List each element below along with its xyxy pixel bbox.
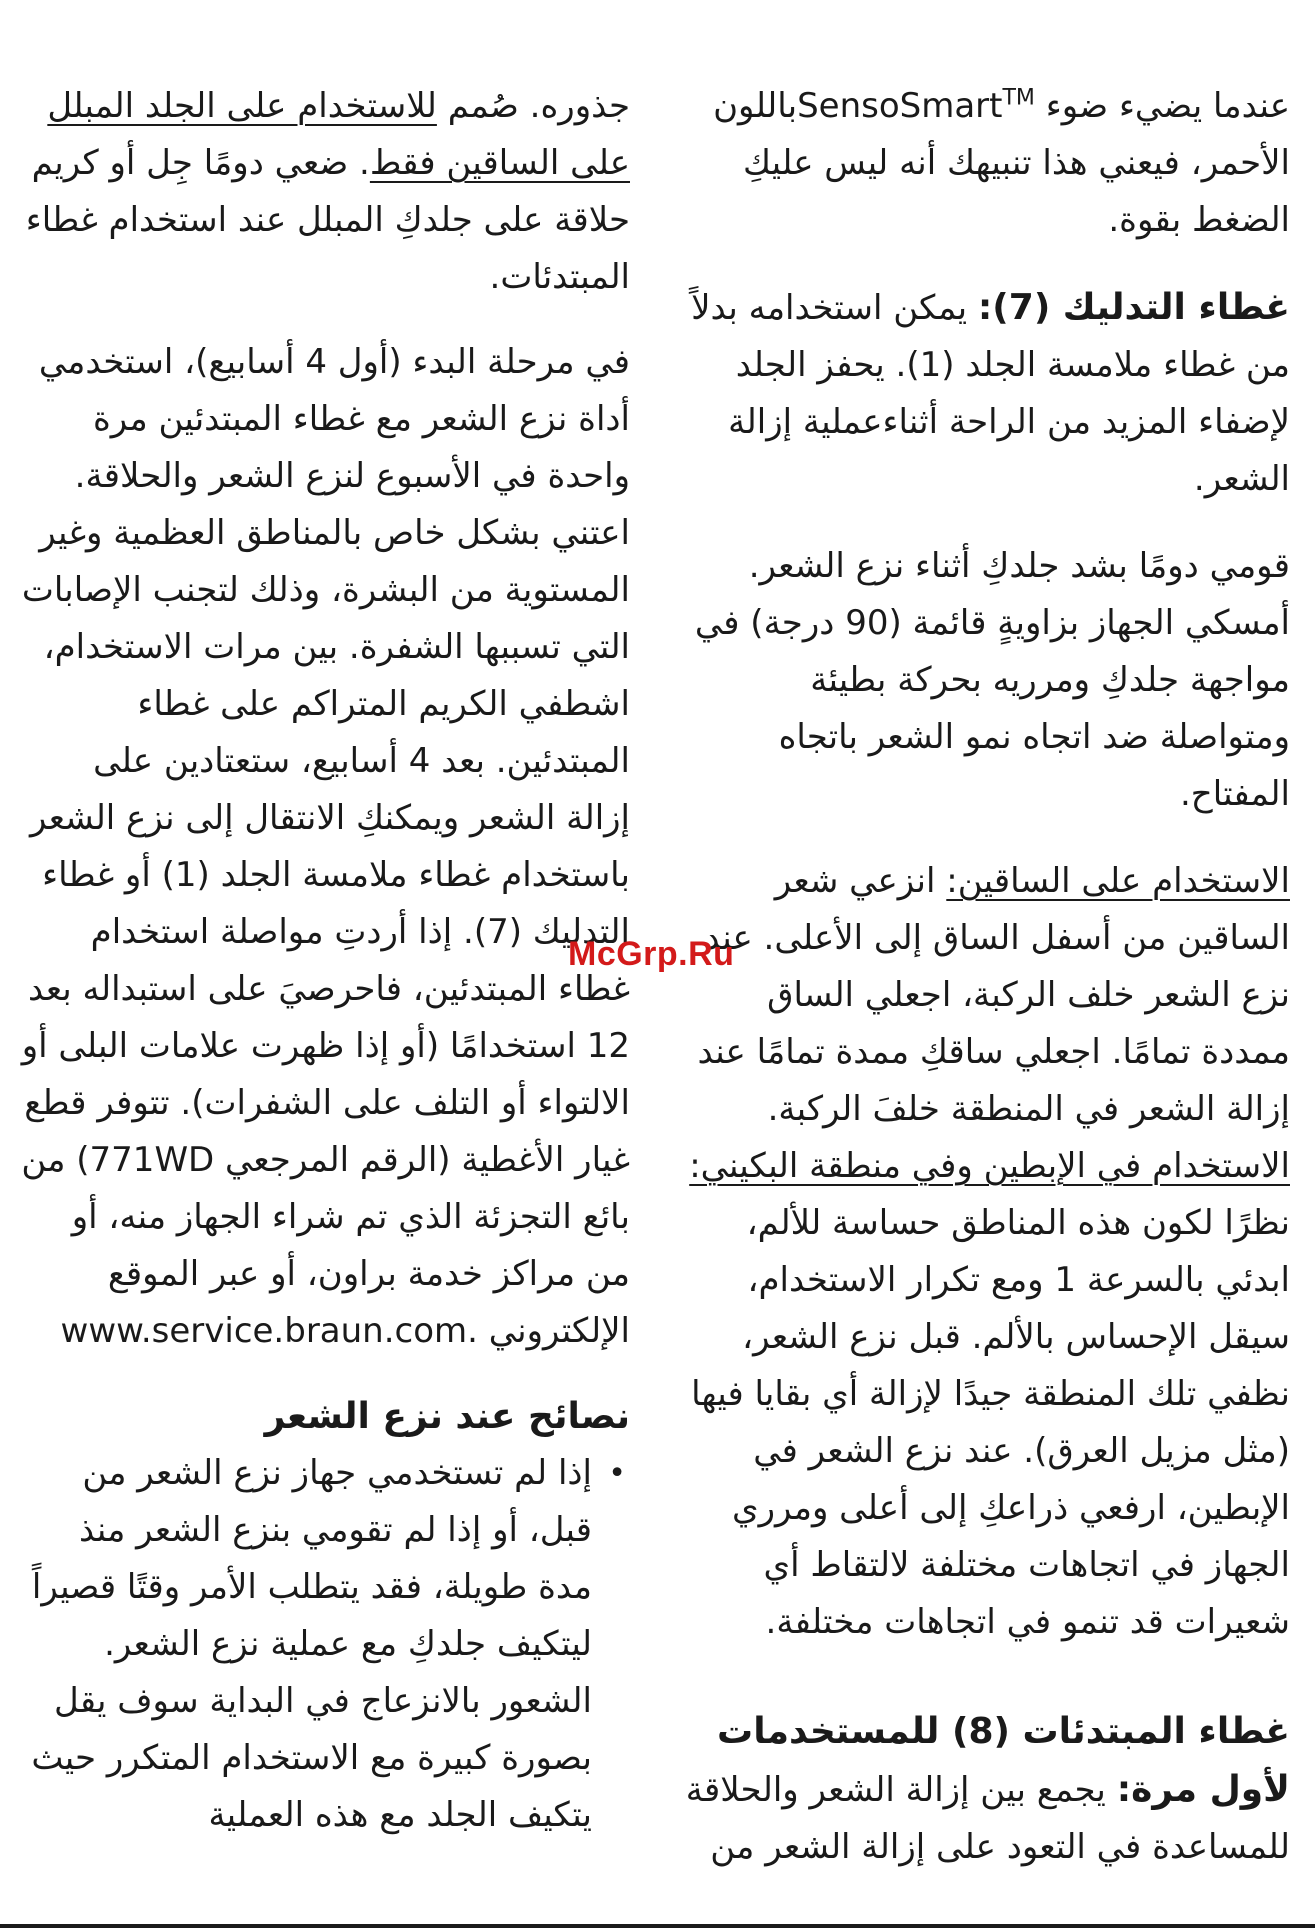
list-item <box>20 1445 630 1844</box>
bottom-divider <box>0 1924 1315 1928</box>
wet-use-text-end: . ضعي دومًا جِل أو كريم حلاقة على جلدكِ المبلل عند استخدام غطاء المبتدئات. <box>25 143 630 297</box>
skin-stretch-paragraph: قومي دومًا بشد جلدكِ أثناء نزع الشعر. أمسكي الجهاز بزاويةٍ قائمة (90 درجة) في مواجهة جلدكِ ومرريه بحركة بطيئة ومتواصلة ضد اتجاه نمو الشعر باتجاه المفتاح. <box>694 546 1290 814</box>
wet-use-text-start: جذوره. صُمم <box>436 86 630 126</box>
sensosmart-paragraph <box>680 78 1290 249</box>
start-phase-paragraph <box>20 334 630 1360</box>
watermark: McGrp.Ru <box>568 935 735 973</box>
tips-heading: نصائح عند نزع الشعر <box>264 1396 630 1437</box>
underarm-heading: الاستخدام في الإبطين وفي منطقة البكيني: <box>689 1146 1290 1186</box>
start-phase-text: في مرحلة البدء (أول 4 أسابيع)، استخدمي أداة نزع الشعر مع غطاء المبتدئين مرة واحدة في الأسبوع لنزع الشعر والحلاقة. اعتني بشكل خاص بالمناطق العظمية وغير المستوية من البشرة، وذلك لتجنب الإصابات التي تسببها الشفرة. بين مرات الاستخدام، اشطفي الكريم المتراكم على غطاء المبتدئين. بعد 4 أسابيع، ستعتادين على إزالة الشعر ويمكنكِ الانتقال إلى نزع الشعر باستخدام غطاء ملامسة الجلد (1) أو غطاء التدليك (7). إذا أردتِ مواصلة استخدام غطاء المبتدئين، فاحرصيَ على استبداله بعد 12 استخدامًا (أو إذا ظهرت علامات البلى أو الالتواء أو التلف على الشفرات). تتوفر قطع غيار الأغطية (الرقم المرجعي 771WD) من بائع التجزئة الذي تم شراء الجهاز منه، أو من مراكز خدمة براون، أو عبر الموقع الإلكتروني <box>21 342 630 1351</box>
wet-use-paragraph <box>20 78 630 306</box>
legs-text: انزعي شعر الساقين من أسفل الساق إلى الأعلى. عند نزع الشعر خلف الركبة، اجعلي الساق ممددة تمامًا. اجعلي ساقكِ ممدة تمامًا عند إزالة الشعر في المنطقة خلفَ الركبة. <box>697 861 1290 1129</box>
brand-name <box>797 86 1035 126</box>
service-website-link[interactable]: www.service.braun.com. <box>60 1311 478 1351</box>
sensosmart-text-start: عندما يضيء ضوء <box>1045 86 1290 126</box>
underarm-text: نظرًا لكون هذه المناطق حساسة للألم، ابدئي بالسرعة 1 ومع تكرار الاستخدام، سيقل الإحساس بالألم. قبل نزع الشعر، نظفي تلك المنطقة جيدًا لإزالة أي بقايا فيها (مثل مزيل العرق). عند نزع الشعر في الإبطين، ارفعي ذراعكِ إلى أعلى ومرري الجهاز في اتجاهات مختلفة لالتقاط أي شعيرات قد تنمو في اتجاهات مختلفة. <box>691 1203 1290 1642</box>
starter-cap-paragraph <box>680 1703 1290 1876</box>
legs-paragraph <box>680 853 1290 1138</box>
tip-text: إذا لم تستخدمي جهاز نزع الشعر من قبل، أو إذا لم تقومي بنزع الشعر منذ مدة طويلة، فقد يتطلب الأمر وقتًا قصيراً ليتكيف جلدكِ مع عملية نزع الشعر. الشعور بالانزعاج في البداية سوف يقل بصورة كبيرة مع الاستخدام المتكرر حيث يتكيف الجلد مع هذه العملية <box>31 1453 592 1835</box>
bullet-icon: • <box>608 1456 626 1491</box>
sensosmart-text-end: باللون الأحمر، فيعني هذا تنبيهك أنه ليس عليكِ الضغط بقوة. <box>713 86 1290 240</box>
brand-text: SensoSmart <box>797 86 1003 126</box>
legs-heading: الاستخدام على الساقين: <box>946 861 1290 901</box>
wet-use-underlined: للاستخدام على الجلد المبلل على الساقين فقط <box>47 86 630 183</box>
starter-cap-text: يجمع بين إزالة الشعر والحلاقة للمساعدة في التعود على إزالة الشعر من <box>685 1770 1290 1867</box>
massage-cap-text: يمكن استخدامه بدلاً من غطاء ملامسة الجلد (1). يحفز الجلد لإضفاء المزيد من الراحة أثناءعملية إزالة الشعر. <box>691 288 1290 499</box>
right-column <box>680 78 1290 1876</box>
starter-cap-heading: غطاء المبتدئات (8) للمستخدمات لأول مرة: <box>717 1711 1290 1810</box>
massage-cap-paragraph <box>680 279 1290 508</box>
trademark-mark: TM <box>1002 85 1035 111</box>
tips-list <box>20 1445 630 1844</box>
massage-cap-heading: غطاء التدليك (7): <box>977 287 1290 328</box>
underarm-paragraph <box>680 1138 1290 1651</box>
left-column <box>20 78 630 1844</box>
